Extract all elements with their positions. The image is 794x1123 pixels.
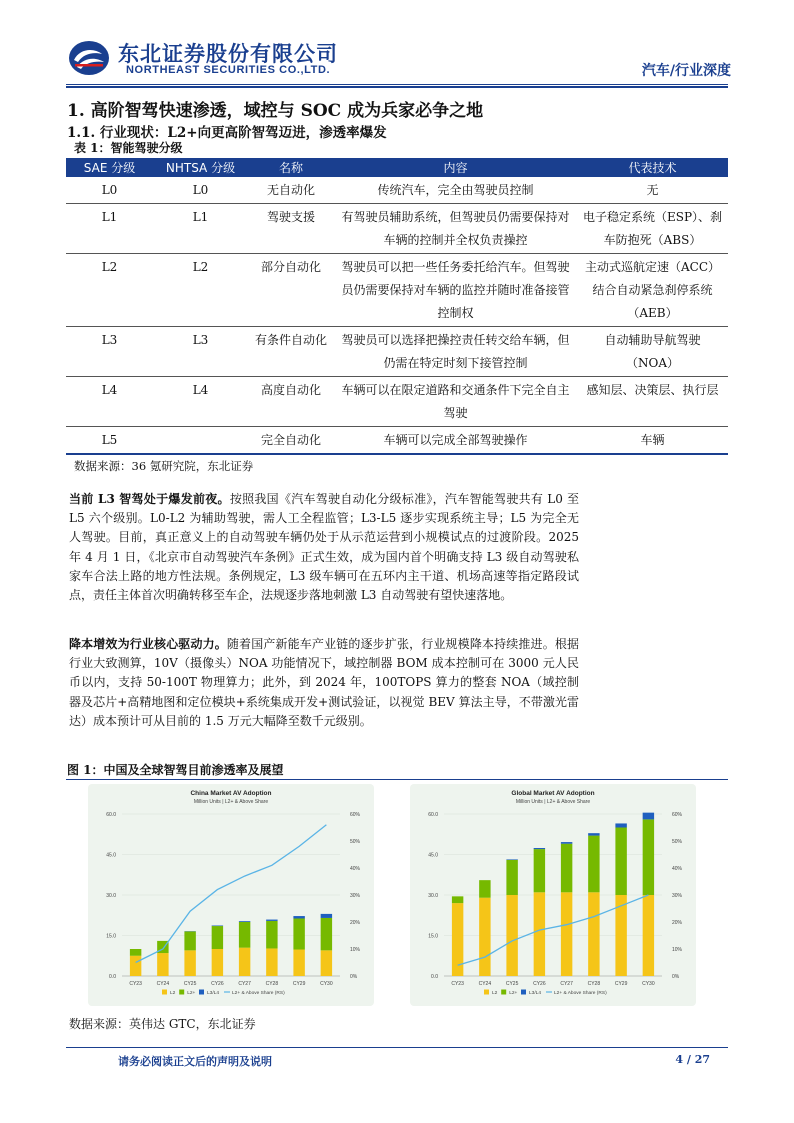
table-header-cell: 代表技术 bbox=[577, 158, 728, 177]
legend-swatch bbox=[199, 990, 204, 995]
bar-segment-l2 bbox=[643, 895, 654, 976]
bar-segment-l2- bbox=[479, 880, 490, 898]
table-cell: L2 bbox=[153, 254, 248, 327]
table-cell: 感知层、决策层、执行层 bbox=[577, 377, 728, 427]
table-row bbox=[66, 177, 728, 204]
x-tick-label: CY23 bbox=[451, 981, 464, 987]
bar-segment-l3-l4 bbox=[266, 920, 277, 921]
bar-segment-l3-l4 bbox=[643, 813, 654, 820]
table-cell: 电子稳定系统（ESP）、刹车防抱死（ABS） bbox=[577, 204, 728, 254]
bar-segment-l3-l4 bbox=[506, 859, 517, 860]
bar-segment-l2 bbox=[266, 948, 277, 976]
table-cell: 驾驶员可以把一些任务委托给汽车。但驾驶员仍需要保持对车辆的监控并随时准备接管控制权 bbox=[334, 254, 577, 327]
table-cell: 无 bbox=[577, 177, 728, 204]
legend-label: L3/L4 bbox=[529, 991, 542, 996]
chart-subtitle: Million Units | L2+ & Above Share bbox=[193, 799, 269, 805]
table-cell: 车辆可以完成全部驾驶操作 bbox=[334, 427, 577, 455]
bar-segment-l2 bbox=[561, 892, 572, 976]
x-tick-label: CY25 bbox=[505, 981, 519, 987]
paragraph-l3 bbox=[69, 490, 579, 605]
global-adoption-chart-panel bbox=[410, 784, 696, 1006]
bar-segment-l2- bbox=[239, 922, 250, 948]
x-tick-label: CY27 bbox=[560, 981, 573, 987]
legend-swatch bbox=[484, 990, 489, 995]
x-tick-label: CY26 bbox=[533, 981, 546, 987]
y2-tick-label: 30% bbox=[672, 893, 683, 899]
legend-label: L2+ bbox=[509, 991, 518, 996]
bar-segment-l2- bbox=[643, 819, 654, 895]
table-cell: 车辆可以在限定道路和交通条件下完全自主驾驶 bbox=[334, 377, 577, 427]
y-tick-label: 45.0 bbox=[106, 852, 116, 859]
bar-segment-l2- bbox=[293, 918, 304, 949]
x-tick-label: CY29 bbox=[614, 981, 628, 987]
bar-segment-l3-l4 bbox=[212, 926, 223, 927]
bar-segment-l3-l4 bbox=[615, 823, 626, 827]
y-tick-label: 0.0 bbox=[109, 974, 116, 980]
bar-segment-l3-l4 bbox=[293, 916, 304, 918]
y-tick-label: 30.0 bbox=[428, 893, 438, 899]
table-cell bbox=[153, 427, 248, 455]
paragraph-lead: 当前 L3 智驾处于爆发前夜。 bbox=[69, 492, 230, 506]
bar-segment-l3-l4 bbox=[321, 914, 332, 918]
table-cell: L3 bbox=[153, 327, 248, 377]
bar-segment-l3-l4 bbox=[239, 921, 250, 922]
y2-tick-label: 0% bbox=[672, 974, 680, 980]
y-tick-label: 15.0 bbox=[428, 933, 438, 940]
bar-segment-l2- bbox=[561, 844, 572, 893]
legend-swatch bbox=[521, 990, 526, 995]
table-cell: 车辆 bbox=[577, 427, 728, 455]
legend-swatch bbox=[162, 990, 167, 995]
paragraph-cost bbox=[69, 635, 579, 731]
figure-divider bbox=[66, 779, 728, 780]
company-name-cn: 东北证券股份有限公司 bbox=[118, 42, 338, 66]
table-cell: 部分自动化 bbox=[248, 254, 334, 327]
y2-tick-label: 60% bbox=[672, 812, 683, 818]
legend-swatch bbox=[179, 990, 184, 995]
bar-segment-l2 bbox=[130, 956, 141, 976]
x-tick-label: CY30 bbox=[642, 981, 655, 987]
header-divider-thick bbox=[66, 86, 728, 88]
x-tick-label: CY25 bbox=[183, 981, 197, 987]
figure-caption: 图 1：中国及全球智驾目前渗透率及展望 bbox=[67, 763, 284, 777]
x-tick-label: CY29 bbox=[292, 981, 306, 987]
x-tick-label: CY28 bbox=[265, 981, 279, 987]
table-source: 数据来源：36 氪研究院，东北证券 bbox=[74, 459, 254, 473]
bar-segment-l2- bbox=[212, 926, 223, 949]
table-row bbox=[66, 327, 728, 377]
china-adoption-chart-panel bbox=[88, 784, 374, 1006]
table-cell: 有条件自动化 bbox=[248, 327, 334, 377]
x-tick-label: CY30 bbox=[320, 981, 333, 987]
bar-segment-l2- bbox=[184, 931, 195, 950]
bar-segment-l2- bbox=[130, 949, 141, 956]
legend-label: L2 bbox=[170, 991, 176, 996]
y2-tick-label: 20% bbox=[350, 920, 361, 926]
figure-source: 数据来源：英伟达 GTC，东北证券 bbox=[69, 1017, 256, 1031]
table-cell: 自动辅助导航驾驶（NOA） bbox=[577, 327, 728, 377]
table-cell: 主动式巡航定速（ACC）结合自动紧急刹停系统（AEB） bbox=[577, 254, 728, 327]
legend-swatch bbox=[501, 990, 506, 995]
bar-segment-l2 bbox=[321, 950, 332, 976]
bar-segment-l2 bbox=[157, 953, 168, 976]
table-row bbox=[66, 377, 728, 427]
y2-tick-label: 10% bbox=[672, 947, 683, 953]
table-cell: 驾驶员可以选择把操控责任转交给车辆，但仍需在特定时刻下接管控制 bbox=[334, 327, 577, 377]
table-cell: 无自动化 bbox=[248, 177, 334, 204]
bar-segment-l2- bbox=[321, 918, 332, 950]
legend-label: L2+ & Above Share (RS) bbox=[232, 991, 285, 996]
x-tick-label: CY24 bbox=[156, 981, 170, 987]
footer-divider bbox=[66, 1047, 728, 1048]
y-tick-label: 0.0 bbox=[431, 974, 438, 980]
bar-segment-l2- bbox=[534, 849, 545, 892]
table-cell: L1 bbox=[66, 204, 153, 254]
y2-tick-label: 10% bbox=[350, 947, 361, 953]
bar-segment-l2- bbox=[588, 836, 599, 893]
bar-segment-l2 bbox=[479, 898, 490, 976]
y2-tick-label: 40% bbox=[350, 866, 361, 872]
bar-segment-l2 bbox=[239, 948, 250, 976]
bar-segment-l3-l4 bbox=[561, 842, 572, 844]
company-logo bbox=[68, 40, 110, 76]
chart-title: China Market AV Adoption bbox=[190, 790, 272, 797]
table-cell: L4 bbox=[153, 377, 248, 427]
table-header-row bbox=[66, 158, 728, 177]
chart-subtitle: Million Units | L2+ & Above Share bbox=[515, 799, 591, 805]
paragraph-lead: 降本增效为行业核心驱动力。 bbox=[69, 637, 227, 651]
x-tick-label: CY28 bbox=[587, 981, 601, 987]
autonomy-levels-table bbox=[66, 158, 728, 455]
y2-tick-label: 20% bbox=[672, 920, 683, 926]
bar-segment-l2- bbox=[452, 896, 463, 903]
header-divider bbox=[66, 84, 728, 85]
bar-segment-l2 bbox=[212, 949, 223, 976]
table-cell: L5 bbox=[66, 427, 153, 455]
table-cell: L2 bbox=[66, 254, 153, 327]
company-name-en: NORTHEAST SECURITIES CO.,LTD. bbox=[126, 64, 331, 76]
legend-label: L2+ & Above Share (RS) bbox=[554, 991, 607, 996]
heading-1: 1. 高阶智驾快速渗透，域控与 SOC 成为兵家必争之地 bbox=[67, 101, 484, 121]
bar-segment-l2- bbox=[266, 921, 277, 949]
table-header-cell: SAE 分级 bbox=[66, 158, 153, 177]
table-cell: L1 bbox=[153, 204, 248, 254]
table-header-cell: 名称 bbox=[248, 158, 334, 177]
bar-segment-l2 bbox=[588, 892, 599, 976]
y2-tick-label: 50% bbox=[350, 839, 361, 845]
table-cell: L0 bbox=[153, 177, 248, 204]
table-header-cell: 内容 bbox=[334, 158, 577, 177]
report-section: 汽车/行业深度 bbox=[641, 63, 731, 79]
x-tick-label: CY24 bbox=[478, 981, 492, 987]
bar-segment-l2- bbox=[506, 860, 517, 895]
chart-title: Global Market AV Adoption bbox=[511, 790, 595, 797]
bar-segment-l2- bbox=[615, 828, 626, 896]
y-tick-label: 60.0 bbox=[428, 812, 438, 818]
x-tick-label: CY23 bbox=[129, 981, 142, 987]
bar-segment-l3-l4 bbox=[588, 833, 599, 835]
global-adoption-chart bbox=[410, 784, 696, 1006]
footer-notice: 请务必阅读正文后的声明及说明 bbox=[118, 1055, 272, 1068]
table-cell: 高度自动化 bbox=[248, 377, 334, 427]
y-tick-label: 45.0 bbox=[428, 852, 438, 859]
table-row bbox=[66, 254, 728, 327]
y2-tick-label: 30% bbox=[350, 893, 361, 899]
bar-segment-l2 bbox=[506, 895, 517, 976]
table-header-cell: NHTSA 分级 bbox=[153, 158, 248, 177]
table-cell: 完全自动化 bbox=[248, 427, 334, 455]
heading-2: 1.1. 行业现状：L2+向更高阶智驾迈进，渗透率爆发 bbox=[67, 125, 387, 141]
legend-label: L2+ bbox=[187, 991, 196, 996]
y-tick-label: 30.0 bbox=[106, 893, 116, 899]
bar-segment-l2 bbox=[184, 950, 195, 976]
x-tick-label: CY27 bbox=[238, 981, 251, 987]
table-row bbox=[66, 427, 728, 455]
table-cell: 有驾驶员辅助系统，但驾驶员仍需要保持对车辆的控制并全权负责操控 bbox=[334, 204, 577, 254]
paragraph-body: 按照我国《汽车驾驶自动化分级标准》，汽车智能驾驶共有 L0 至 L5 六个级别。L0-L2 为辅助驾驶，需人工全程监管；L3-L5 逐步实现系统主导；L5 为完全无人驾驶。目前，真正意义上的自动驾驶车辆仍处于从示范运营到小规模试点的过渡阶段。2025 年 4 月 1 日，《北京市自动驾驶汽车条例》正式生效，成为国内首个明确支持 L3 级自动驾驶私家车合法上路的地方性法规。条例规定，L3 级车辆可在五环内主干道、机场高速等指定路段试点，责任主体首次明确转移至车企，法规逐步落地刺激 L3 自动驾驶有望快速落地。 bbox=[69, 492, 579, 603]
legend-label: L2 bbox=[492, 991, 498, 996]
bar-segment-l3-l4 bbox=[534, 848, 545, 849]
y-tick-label: 60.0 bbox=[106, 812, 116, 818]
table-cell: L0 bbox=[66, 177, 153, 204]
y-tick-label: 15.0 bbox=[106, 933, 116, 940]
y2-tick-label: 40% bbox=[672, 866, 683, 872]
y2-tick-label: 50% bbox=[672, 839, 683, 845]
table-row bbox=[66, 204, 728, 254]
legend-label: L3/L4 bbox=[207, 991, 220, 996]
y2-tick-label: 60% bbox=[350, 812, 361, 818]
x-tick-label: CY26 bbox=[211, 981, 224, 987]
page-number: 4 / 27 bbox=[675, 1053, 710, 1066]
table-caption: 表 1：智能驾驶分级 bbox=[74, 141, 183, 155]
table-cell: 传统汽车，完全由驾驶员控制 bbox=[334, 177, 577, 204]
bar-segment-l2 bbox=[534, 892, 545, 976]
bar-segment-l2 bbox=[293, 950, 304, 976]
y2-tick-label: 0% bbox=[350, 974, 358, 980]
china-adoption-chart bbox=[88, 784, 374, 1006]
table-cell: 驾驶支援 bbox=[248, 204, 334, 254]
table-cell: L4 bbox=[66, 377, 153, 427]
table-cell: L3 bbox=[66, 327, 153, 377]
paragraph-body: 随着国产新能车产业链的逐步扩张，行业规模降本持续推进。根据行业大致测算，10V（摄像头）NOA 功能情况下，域控制器 BOM 成本控制可在 3000 元人民币以内，支持 50-100T 物理算力；此外，到 2024 年，100TOPS 算力的整套 NOA（域控制器及芯片+高精地图和定位模块+系统集成开发+测试验证，以视觉 BEV 算法主导，不带激光雷达）成本预计可从目前的 1.5 万元大幅降至数千元级别。 bbox=[69, 637, 579, 728]
